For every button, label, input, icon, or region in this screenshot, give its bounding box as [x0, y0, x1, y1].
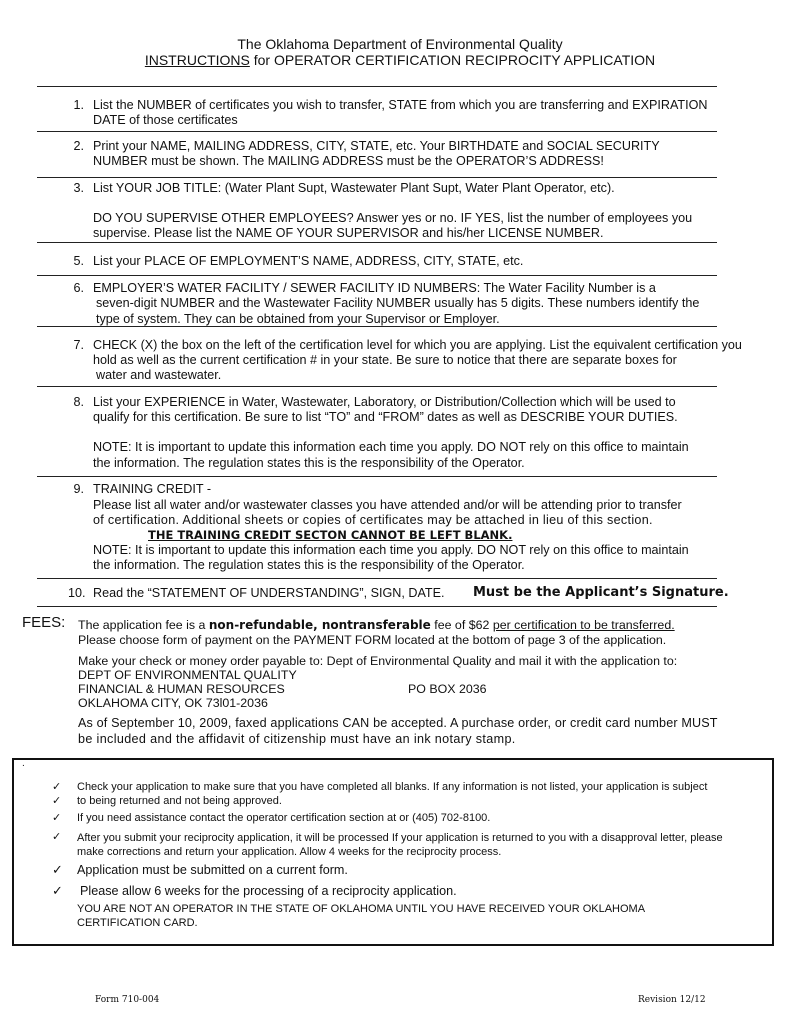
- item-number: 8.: [73, 395, 84, 409]
- training-credit-warning: THE TRAINING CREDIT SECTON CANNOT BE LEFT BLANK.: [148, 528, 513, 542]
- fees-line-1: [78, 618, 675, 633]
- item-text: seven-digit NUMBER and the Wastewater Facility NUMBER usually has 5 digits. These numbers identify the: [96, 296, 700, 310]
- item-text: List your PLACE OF EMPLOYMENT’S NAME, ADDRESS, CITY, STATE, etc.: [93, 254, 524, 268]
- divider: [37, 275, 717, 276]
- fee-text: The application fee is a: [78, 618, 209, 632]
- checklist-item: YOU ARE NOT AN OPERATOR IN THE STATE OF OKLAHOMA UNTIL YOU HAVE RECEIVED YOUR OKLAHOMA: [77, 903, 646, 915]
- divider: [37, 476, 717, 477]
- fax-notice: be included and the affidavit of citizenship must have an ink notary stamp.: [78, 732, 516, 746]
- divider: [37, 86, 717, 87]
- item-text: DATE of those certificates: [93, 113, 238, 127]
- checklist-item: Application must be submitted on a current form.: [77, 863, 348, 877]
- fee-per-cert: per certification to be transferred.: [492, 618, 675, 632]
- checklist-item: make corrections and return your application. Allow 4 weeks for the reciprocity process.: [77, 846, 502, 858]
- stray-dot: .: [22, 758, 25, 769]
- item-text: the information. The regulation states this is the responsibility of the Operator.: [93, 456, 525, 470]
- item-text: List your EXPERIENCE in Water, Wastewater, Laboratory, or Distribution/Collection which will be used to: [93, 395, 676, 409]
- item-text: supervise. Please list the NAME OF YOUR SUPERVISOR and his/her LICENSE NUMBER.: [93, 226, 604, 240]
- check-icon: ✓: [52, 812, 62, 824]
- fee-nonrefundable: non-refundable, nontransferable: [208, 618, 431, 632]
- checklist-item: to being returned and not being approved.: [77, 795, 282, 807]
- item-text: hold as well as the current certification # in your state. Be sure to notice that there are separate boxes for: [93, 353, 677, 367]
- divider: [37, 326, 717, 327]
- item-text: NOTE: It is important to update this information each time you apply. DO NOT rely on this office to maintain: [93, 543, 689, 557]
- item-number: 9.: [73, 482, 84, 496]
- mailing-address-line: DEPT OF ENVIRONMENTAL QUALITY: [78, 668, 297, 682]
- po-box: PO BOX 2036: [408, 682, 487, 696]
- check-icon: ✓: [52, 862, 63, 877]
- check-icon: ✓: [52, 795, 62, 807]
- page-title: The Oklahoma Department of Environmental Quality: [237, 36, 563, 52]
- checklist-item: CERTIFICATION CARD.: [77, 917, 198, 929]
- item-text: Read the “STATEMENT OF UNDERSTANDING”, SIGN, DATE.: [93, 586, 445, 600]
- divider: [37, 606, 717, 607]
- subtitle-rest: for OPERATOR CERTIFICATION RECIPROCITY APPLICATION: [249, 52, 656, 68]
- fax-notice: As of September 10, 2009, faxed applications CAN be accepted. A purchase order, or credit card number MUST: [78, 716, 718, 730]
- item-number: 10.: [68, 586, 86, 600]
- item-text: Print your NAME, MAILING ADDRESS, CITY, STATE, etc. Your BIRTHDATE and SOCIAL SECURITY: [93, 139, 660, 153]
- item-text: type of system. They can be obtained from your Supervisor or Employer.: [96, 312, 500, 326]
- divider: [37, 242, 717, 243]
- check-icon: ✓: [52, 781, 62, 793]
- item-text: DO YOU SUPERVISE OTHER EMPLOYEES? Answer yes or no. IF YES, list the number of employees you: [93, 211, 693, 225]
- checklist-item: Check your application to make sure that you have completed all blanks. If any information is not listed, your application is subject: [77, 781, 708, 793]
- item-text: CHECK (X) the box on the left of the certification level for which you are applying. List the equivalent certification you: [93, 338, 742, 352]
- fees-line-3: Make your check or money order payable to: Dept of Environmental Quality and mail it with the application to:: [78, 654, 678, 668]
- checklist-item: Please allow 6 weeks for the processing of a reciprocity application.: [80, 884, 457, 898]
- item-text: NUMBER must be shown. The MAILING ADDRESS must be the OPERATOR’S ADDRESS!: [93, 154, 604, 168]
- item-text: List YOUR JOB TITLE: (Water Plant Supt, Wastewater Plant Supt, Water Plant Operator, etc).: [93, 181, 615, 195]
- item-text: TRAINING CREDIT -: [93, 482, 212, 496]
- checklist-item: After you submit your reciprocity application, it will be processed If your application is returned to you with a disapproval letter, please: [77, 832, 723, 844]
- fees-label: FEES:: [22, 614, 66, 631]
- item-number: 3.: [73, 181, 84, 195]
- divider: [37, 386, 717, 387]
- checklist-item: If you need assistance contact the operator certification section at or (405) 702-8100.: [77, 812, 491, 824]
- item-text: water and wastewater.: [96, 368, 222, 382]
- form-number: Form 710-004: [95, 995, 160, 1005]
- fees-line-2: Please choose form of payment on the PAYMENT FORM located at the bottom of page 3 of the application.: [78, 633, 667, 647]
- item-text: qualify for this certification. Be sure to list “TO” and “FROM” dates as well as DESCRIBE YOUR DUTIES.: [93, 410, 678, 424]
- page-subtitle: [0, 52, 800, 68]
- item-text: NOTE: It is important to update this information each time you apply. DO NOT rely on this office to maintain: [93, 440, 689, 454]
- divider: [37, 578, 717, 579]
- item-text: of certification. Additional sheets or copies of certificates may be attached in lieu of this section.: [93, 513, 653, 527]
- instructions-word: INSTRUCTIONS: [144, 52, 250, 68]
- divider: [37, 177, 717, 178]
- item-text: List the NUMBER of certificates you wish to transfer, STATE from which you are transferring and EXPIRATION: [93, 98, 708, 112]
- mailing-address-line: OKLAHOMA CITY, OK 73l01-2036: [78, 696, 268, 710]
- item-text: the information. The regulation states this is the responsibility of the Operator.: [93, 558, 525, 572]
- item-number: 5.: [73, 254, 84, 268]
- item-number: 6.: [73, 281, 84, 295]
- revision-date: Revision 12/12: [638, 995, 706, 1005]
- mailing-address-line: FINANCIAL & HUMAN RESOURCES: [78, 682, 285, 696]
- item-text: Please list all water and/or wastewater classes you have attended and/or will be attending prior to transfer: [93, 498, 682, 512]
- item-number: 2.: [73, 139, 84, 153]
- item-number: 7.: [73, 338, 84, 352]
- check-icon: ✓: [52, 831, 62, 843]
- fee-text: fee of $62: [430, 618, 493, 632]
- signature-requirement: Must be the Applicant’s Signature.: [473, 585, 729, 600]
- item-number: 1.: [73, 98, 84, 112]
- check-icon: ✓: [52, 883, 63, 898]
- item-text: EMPLOYER’S WATER FACILITY / SEWER FACILITY ID NUMBERS: The Water Facility Number is a: [93, 281, 656, 295]
- divider: [37, 131, 717, 132]
